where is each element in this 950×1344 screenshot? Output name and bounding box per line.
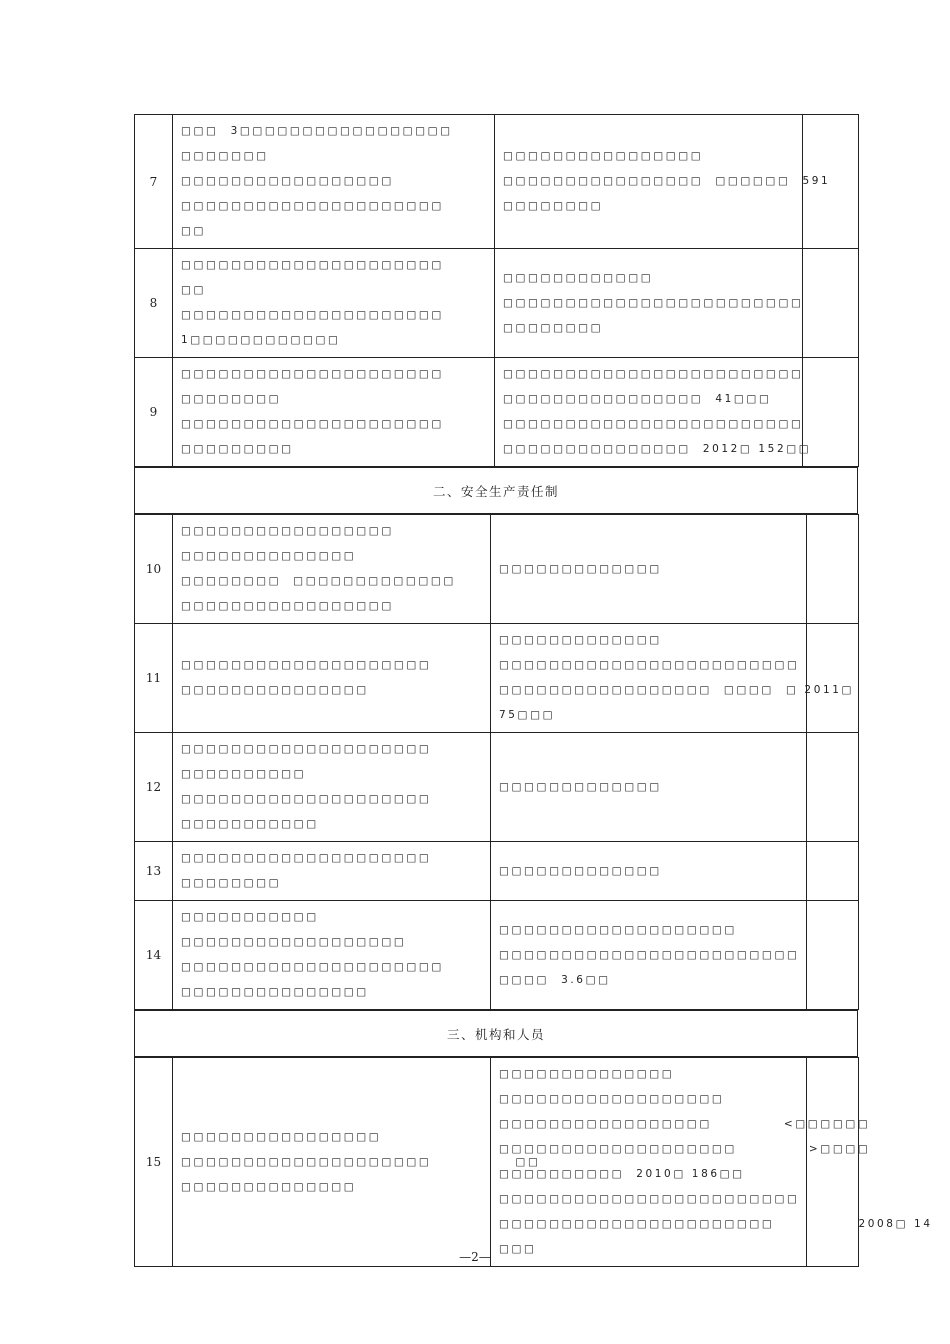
basis-line: □□□□□□□□□□□□□□□□□ <□□□□□□ [499,1118,871,1130]
table-row [135,249,859,358]
check-result-cell [807,1058,859,1267]
basis-line: 75□□□ [499,709,556,721]
requirement-line: □□ [181,284,207,296]
basis-cell [495,249,803,358]
table-row [135,515,859,624]
requirement-line: □□□□□□□□□□□□□□□□□□□□□ [181,368,444,380]
basis-line: □□□□□□□□□□□□□□□□□□□□□□□□ [503,368,804,380]
table-row [135,901,859,1010]
basis-line: □□□□□□□□□□□□□□ [499,1068,675,1080]
basis-line: □□□□□□□□□□□□ [503,271,654,284]
basis-line: □□□□□□□□□□□□□□□□□□□□□□ 2008□ 14 [499,1218,933,1230]
check-result-cell [807,842,859,901]
basis-cell [491,1058,933,1267]
requirement-line: □□□□□□□□□□□□□□□□□□□□□ [181,418,444,430]
requirement-cell [173,1058,541,1267]
basis-line: □□□□□□□□□□□□□ [499,864,662,877]
requirement-line: □□□□□□□□□□□□□□ [181,1180,357,1193]
basis-line: □□□□□□□□□□□□□ [499,780,662,793]
item-number: 12 [135,733,173,842]
basis-line: □□□□□□□□□□□□□□□□□□□□□□□□ [499,948,800,961]
requirement-line: □□□□□□□□□□□ [181,911,319,923]
requirement-cell [173,249,495,358]
requirement-cell [173,515,491,624]
section-row [135,1011,858,1057]
table-row [135,115,859,249]
requirement-line: □□□□□□□□□□□□□□□□□□□□□ [181,961,444,973]
requirement-line: 1□□□□□□□□□□□□ [181,334,341,346]
table-row [135,1058,859,1267]
check-result-cell [807,901,859,1010]
basis-line: □□□□□□□□□□□□□□□□□□□□□□□□ [499,1193,800,1205]
requirement-line: □□□□□□□□□□ [181,768,307,780]
check-result-cell [807,733,859,842]
section-title: 二、安全生产责任制 [135,468,858,514]
check-result-cell [807,515,859,624]
requirement-line: □□□□□□□□□□□□□□□□□□□□ [181,793,432,805]
basis-line: □□□□□□□□□□□□□□□□ 41□□□ [503,393,772,405]
basis-line: □□□□□□□□□□□□□□□□ □□□□□□ 591 [503,175,831,187]
requirement-line: □□□□□□□□□□□□□□□□□□ [181,936,407,948]
basis-line: □□□□□□□□□□□□□□□□□□□□□□□□ [503,418,804,430]
requirement-cell [173,115,495,249]
requirement-cell [173,901,491,1010]
basis-line: □□□□□□□□□□□□□□□□□□□ [499,923,737,936]
requirement-line: □□□□□□□□□□□□□□□□ [181,1130,382,1143]
basis-line: □□□□ 3.6□□ [499,973,611,986]
basis-line: □□□□□□□□□□□□□□□□ [503,150,704,162]
item-number: 13 [135,842,173,901]
requirement-cell [173,624,491,733]
requirement-line: □□□□□□□□□□□□□□□□□ [181,175,394,187]
requirement-line: □□□□□□□□□□□□□□□□□□□□ [181,659,432,671]
basis-cell [491,901,807,1010]
requirement-line: □□□□□□□□□□□□□□□ [181,684,369,696]
requirement-line: □□ [181,225,207,237]
basis-line: □□□□□□□□ [503,200,604,212]
requirement-line: □□□□□□□□□□□□□□□□□ [181,600,394,612]
requirement-cell [173,358,495,467]
check-result-cell [807,624,859,733]
requirement-line: □□□□□□□□□□□□□□□□□ [181,525,394,537]
requirement-line: □□□□□□□□□□□□□□□□□□□□ □□ [181,1155,541,1168]
basis-line: □□□□□□□□□□□□□ [499,634,662,646]
item-number: 8 [135,249,173,358]
checklist-table-wrapper [134,114,933,1267]
requirement-line: □□□□□□□ [181,150,269,162]
table-section-2-header [134,467,858,514]
table-row [135,842,859,901]
table-part-b [134,514,859,1010]
basis-line: □□□□□□□□□□□□□□□□□□ [499,1093,725,1105]
requirement-line: □□□□□□□□□□□□□□□□□□□□□ [181,309,444,321]
basis-line: □□□□□□□□□□□□□ [499,562,662,575]
item-number: 7 [135,115,173,249]
basis-cell [495,358,812,467]
requirement-line: □□□□□□□□□□□□□□ [181,550,357,562]
requirement-cell [173,733,491,842]
basis-cell [491,733,807,842]
basis-line: □□□□□□□□□□□□□□□□□ □□□□ □ 2011□ [499,684,855,696]
item-number: 9 [135,358,173,467]
item-number: 10 [135,515,173,624]
table-row [135,624,859,733]
item-number: 15 [135,1058,173,1267]
item-number: 11 [135,624,173,733]
requirement-line: □□□□□□□□ [181,393,282,405]
requirement-line: □□□□□□□□□□□□□□□□□□□□□ [181,259,444,271]
requirement-line: □□□□□□□□ □□□□□□□□□□□□□ [181,575,456,587]
basis-line: □□□□□□□□□□□□□□□ 2012□ 152□□ [503,443,812,455]
table-section-3-header [134,1010,858,1057]
requirement-line: □□□□□□□□□□□□□□□□□□□□□ [181,200,444,212]
requirement-line: □□□□□□□□□ [181,443,294,455]
basis-line: □□□ [499,1243,537,1255]
requirement-line: □□□□□□□□□□□□□□□□□□□□ [181,743,432,755]
check-result-cell [803,249,859,358]
requirement-line: □□□□□□□□□□□ [181,818,319,830]
basis-line: □□□□□□□□□□□□□□□□□□□□□□□□ [499,659,800,671]
basis-cell [491,842,807,901]
requirement-line: □□□□□□□□□□□□□□□□□□□□ [181,852,432,864]
table-row [135,733,859,842]
basis-cell [491,624,855,733]
basis-line: □□□□□□□□□□□□□□□□□□□□□□□□ [503,296,804,309]
section-row [135,468,858,514]
basis-line: □□□□□□□□□□□□□□□□□□□ >□□□□ [499,1143,871,1155]
section-title: 三、机构和人员 [135,1011,858,1057]
item-number: 14 [135,901,173,1010]
table-row [135,358,859,467]
requirement-line: □□□□□□□□ [181,877,282,889]
requirement-cell [173,842,491,901]
basis-cell [491,515,807,624]
basis-line: □□□□□□□□□□ 2010□ 186□□ [499,1168,745,1180]
table-part-a [134,114,859,467]
table-part-c [134,1057,933,1267]
requirement-line: □□□□□□□□□□□□□□□ [181,986,369,998]
requirement-line: □□□ 3□□□□□□□□□□□□□□□□□ [181,125,453,137]
basis-line: □□□□□□□□ [503,321,604,334]
page-number: —2— [459,1250,491,1264]
basis-cell [495,115,831,249]
